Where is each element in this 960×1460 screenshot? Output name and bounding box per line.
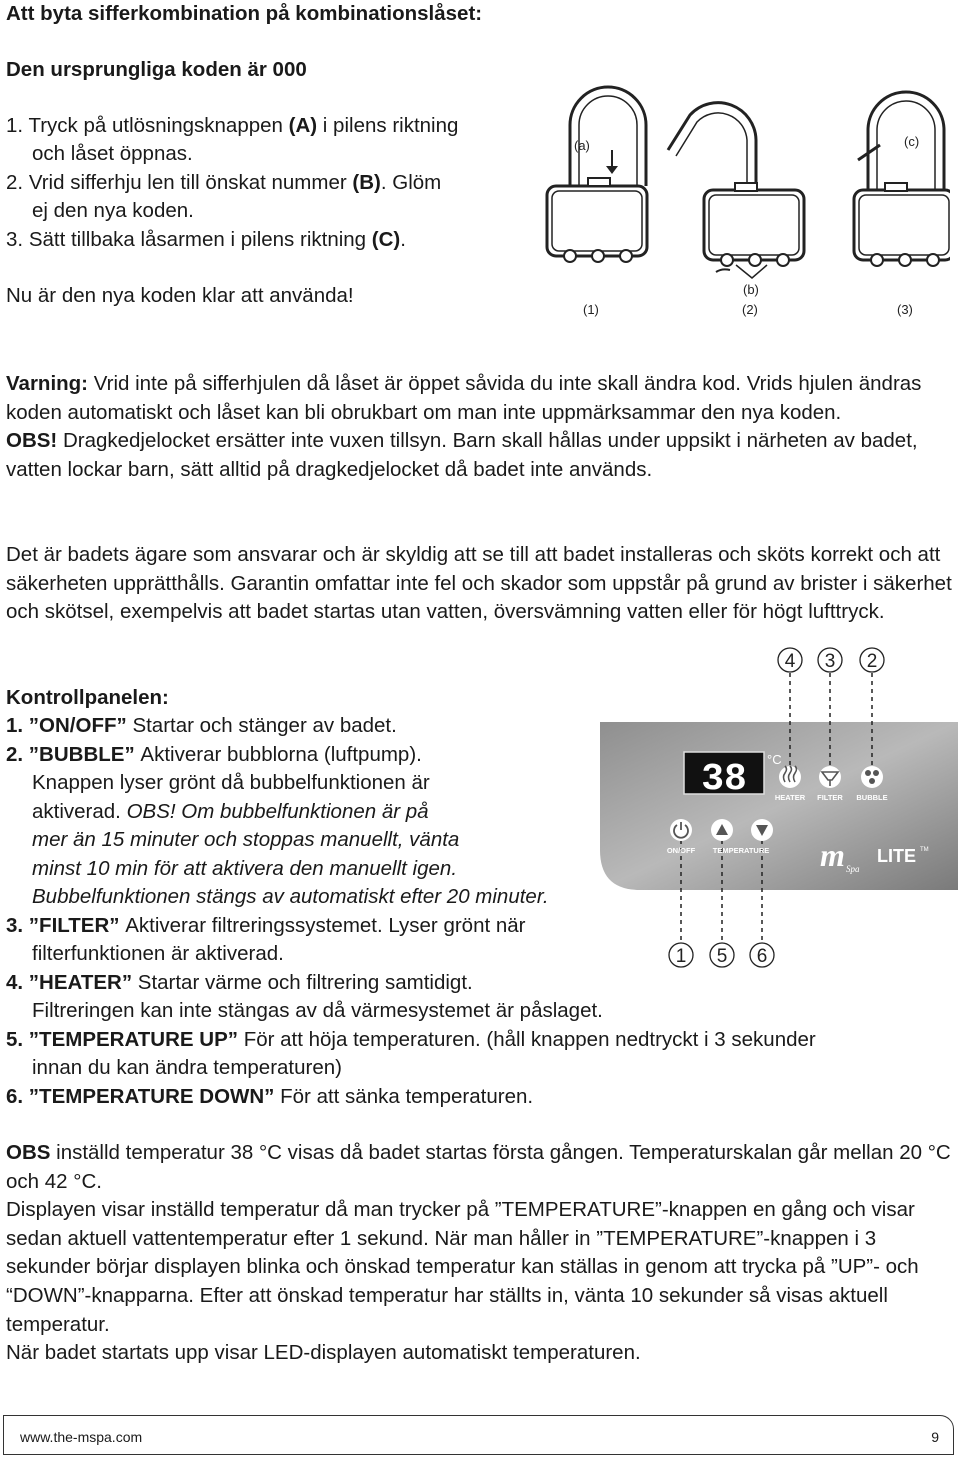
- svg-text:Spa: Spa: [846, 864, 860, 874]
- label-fig3: (3): [897, 302, 913, 317]
- original-code: Den ursprungliga koden är 000: [6, 58, 307, 81]
- cp-item-4-line2: Filtreringen kan inte stängas av då värmesystemet är påslaget.: [32, 999, 603, 1022]
- cp-item-3-line2: filterfunktionen är aktiverad.: [32, 942, 284, 965]
- lock-step-1: 1. Tryck på utlösningsknappen (A) i pilens riktning: [6, 114, 459, 137]
- cp-item-2-line6: Bubbelfunktionen stängs av automatiskt efter 20 minuter.: [32, 885, 549, 908]
- cp-item-5: 5. ”TEMPERATURE UP” För att höja temperaturen. (håll knappen nedtryckt i 3 sekunder: [6, 1028, 816, 1051]
- lock-step-3: 3. Sätt tillbaka låsarmen i pilens riktning (C).: [6, 228, 406, 251]
- control-panel-illustration: [590, 640, 958, 970]
- footer-url[interactable]: www.the-mspa.com: [20, 1429, 143, 1445]
- lock-step-1-cont: och låset öppnas.: [32, 142, 193, 165]
- bubble-button[interactable]: [861, 766, 883, 788]
- owner-paragraph: Det är badets ägare som ansvarar och är skyldig att se till att badet installeras och sköts korrekt och att säkerheten upprätthålls. Garantin omfattar inte fel och skador som uppstår på grund av brister i säkerhet och skötsel, exempelvis att badet startas utan vatten, översvämning vatten eller för högt lufttryck.: [6, 543, 952, 624]
- callout-4: 4: [784, 651, 796, 672]
- lock1-shackle: [570, 87, 646, 186]
- cp-item-2-line4: mer än 15 minuter och stoppas manuellt, vänta: [32, 828, 460, 851]
- onoff-label: ON/OFF: [666, 846, 696, 855]
- heater-button[interactable]: [779, 766, 801, 788]
- obs-paragraph: OBS inställd temperatur 38 °C visas då badet startas första gången. Temperaturskalan går mellan 20 °C och 42 °C. Displayen visar inställd temperatur då man trycker på ”TEMPERATURE”-knappen en gång och visar sedan aktuell vattentemperatur efter 1 sekund. När man håller in ”TEMPERATURE”-knappen i 3 sekunder börjar displayen blinka och önskad temperatur kan ställas in genom att trycka på ”UP”- och “DOWN”-knapparna. Efter att önskad temperatur har ställts in, vänta 10 sekunder så visas aktuell temperatur. När badet startats upp visar LED-displayen automatiskt temperaturen.: [6, 1141, 951, 1365]
- label-fig2: (2): [742, 302, 758, 317]
- callout-6: 6: [756, 946, 768, 967]
- svg-text:TM: TM: [920, 847, 929, 853]
- temperature-up-button[interactable]: [711, 819, 733, 841]
- onoff-button[interactable]: [670, 819, 692, 841]
- cp-item-6: 6. ”TEMPERATURE DOWN” För att sänka temperaturen.: [6, 1085, 534, 1108]
- callout-3: 3: [824, 651, 836, 672]
- page-footer: [3, 1415, 954, 1455]
- callout-2: 2: [866, 651, 878, 672]
- warning-paragraph: Varning: Vrid inte på sifferhjulen då låset är öppet såvida du inte skall ändra kod. Vrids hjulen ändras koden automatiskt och låset kan bli obrukbart om man inte uppmärksammar den nya koden. OBS! Dragkedjelocket ersätter inte vuxen tillsyn. Barn skall hållas under uppsikt i närheten av badet, vatten lockar barn, sätt alltid på dragkedjelocket då badet inte används.: [6, 372, 922, 481]
- bubble-label: BUBBLE: [856, 793, 888, 802]
- label-c: (c): [904, 134, 920, 149]
- svg-text:LITE: LITE: [877, 846, 916, 866]
- cp-item-5-line2: innan du kan ändra temperaturen): [32, 1056, 342, 1079]
- cp-item-2: 2. ”BUBBLE” Aktiverar bubblorna (luftpump).: [6, 743, 422, 766]
- lock-step-2-cont: ej den nya koden.: [32, 199, 194, 222]
- label-b: (b): [743, 282, 759, 297]
- lock-ready-text: Nu är den nya koden klar att använda!: [6, 284, 354, 307]
- cp-item-1: 1. ”ON/OFF” Startar och stänger av badet.: [6, 714, 397, 737]
- padlock-illustration: [540, 80, 950, 325]
- cp-item-2-line2: Knappen lyser grönt då bubbelfunktionen är: [32, 771, 430, 794]
- svg-text:m: m: [820, 837, 845, 873]
- callout-5: 5: [716, 946, 728, 967]
- lock-section-title: Att byta sifferkombination på kombinationslåset:: [6, 2, 483, 25]
- temperature-label: TEMPERATURE: [712, 846, 770, 855]
- lock-step-2: 2. Vrid sifferhju len till önskat nummer (B). Glöm: [6, 171, 442, 194]
- page-number: 9: [931, 1429, 939, 1445]
- label-a: (a): [574, 138, 590, 153]
- cp-item-4: 4. ”HEATER” Startar värme och filtrering samtidigt.: [6, 971, 473, 994]
- temp-display-value: 38: [701, 758, 747, 801]
- temp-unit: °C: [767, 752, 782, 767]
- lock3-body: [854, 190, 950, 260]
- filter-button[interactable]: [819, 766, 841, 788]
- temperature-down-button[interactable]: [751, 819, 773, 841]
- heater-label: HEATER: [774, 793, 806, 802]
- cp-item-2-line3: aktiverad. OBS! Om bubbelfunktionen är på: [32, 800, 429, 823]
- callout-1: 1: [675, 946, 687, 967]
- label-fig1: (1): [583, 302, 599, 317]
- filter-label: FILTER: [817, 793, 843, 802]
- cp-item-3: 3. ”FILTER” Aktiverar filtreringssystemet. Lyser grönt när: [6, 914, 526, 937]
- control-panel-heading: Kontrollpanelen:: [6, 686, 169, 709]
- cp-item-2-line5: minst 10 min för att aktivera den manuellt igen.: [32, 857, 458, 880]
- lock2-body: [704, 190, 804, 260]
- lock1-body: [547, 186, 647, 256]
